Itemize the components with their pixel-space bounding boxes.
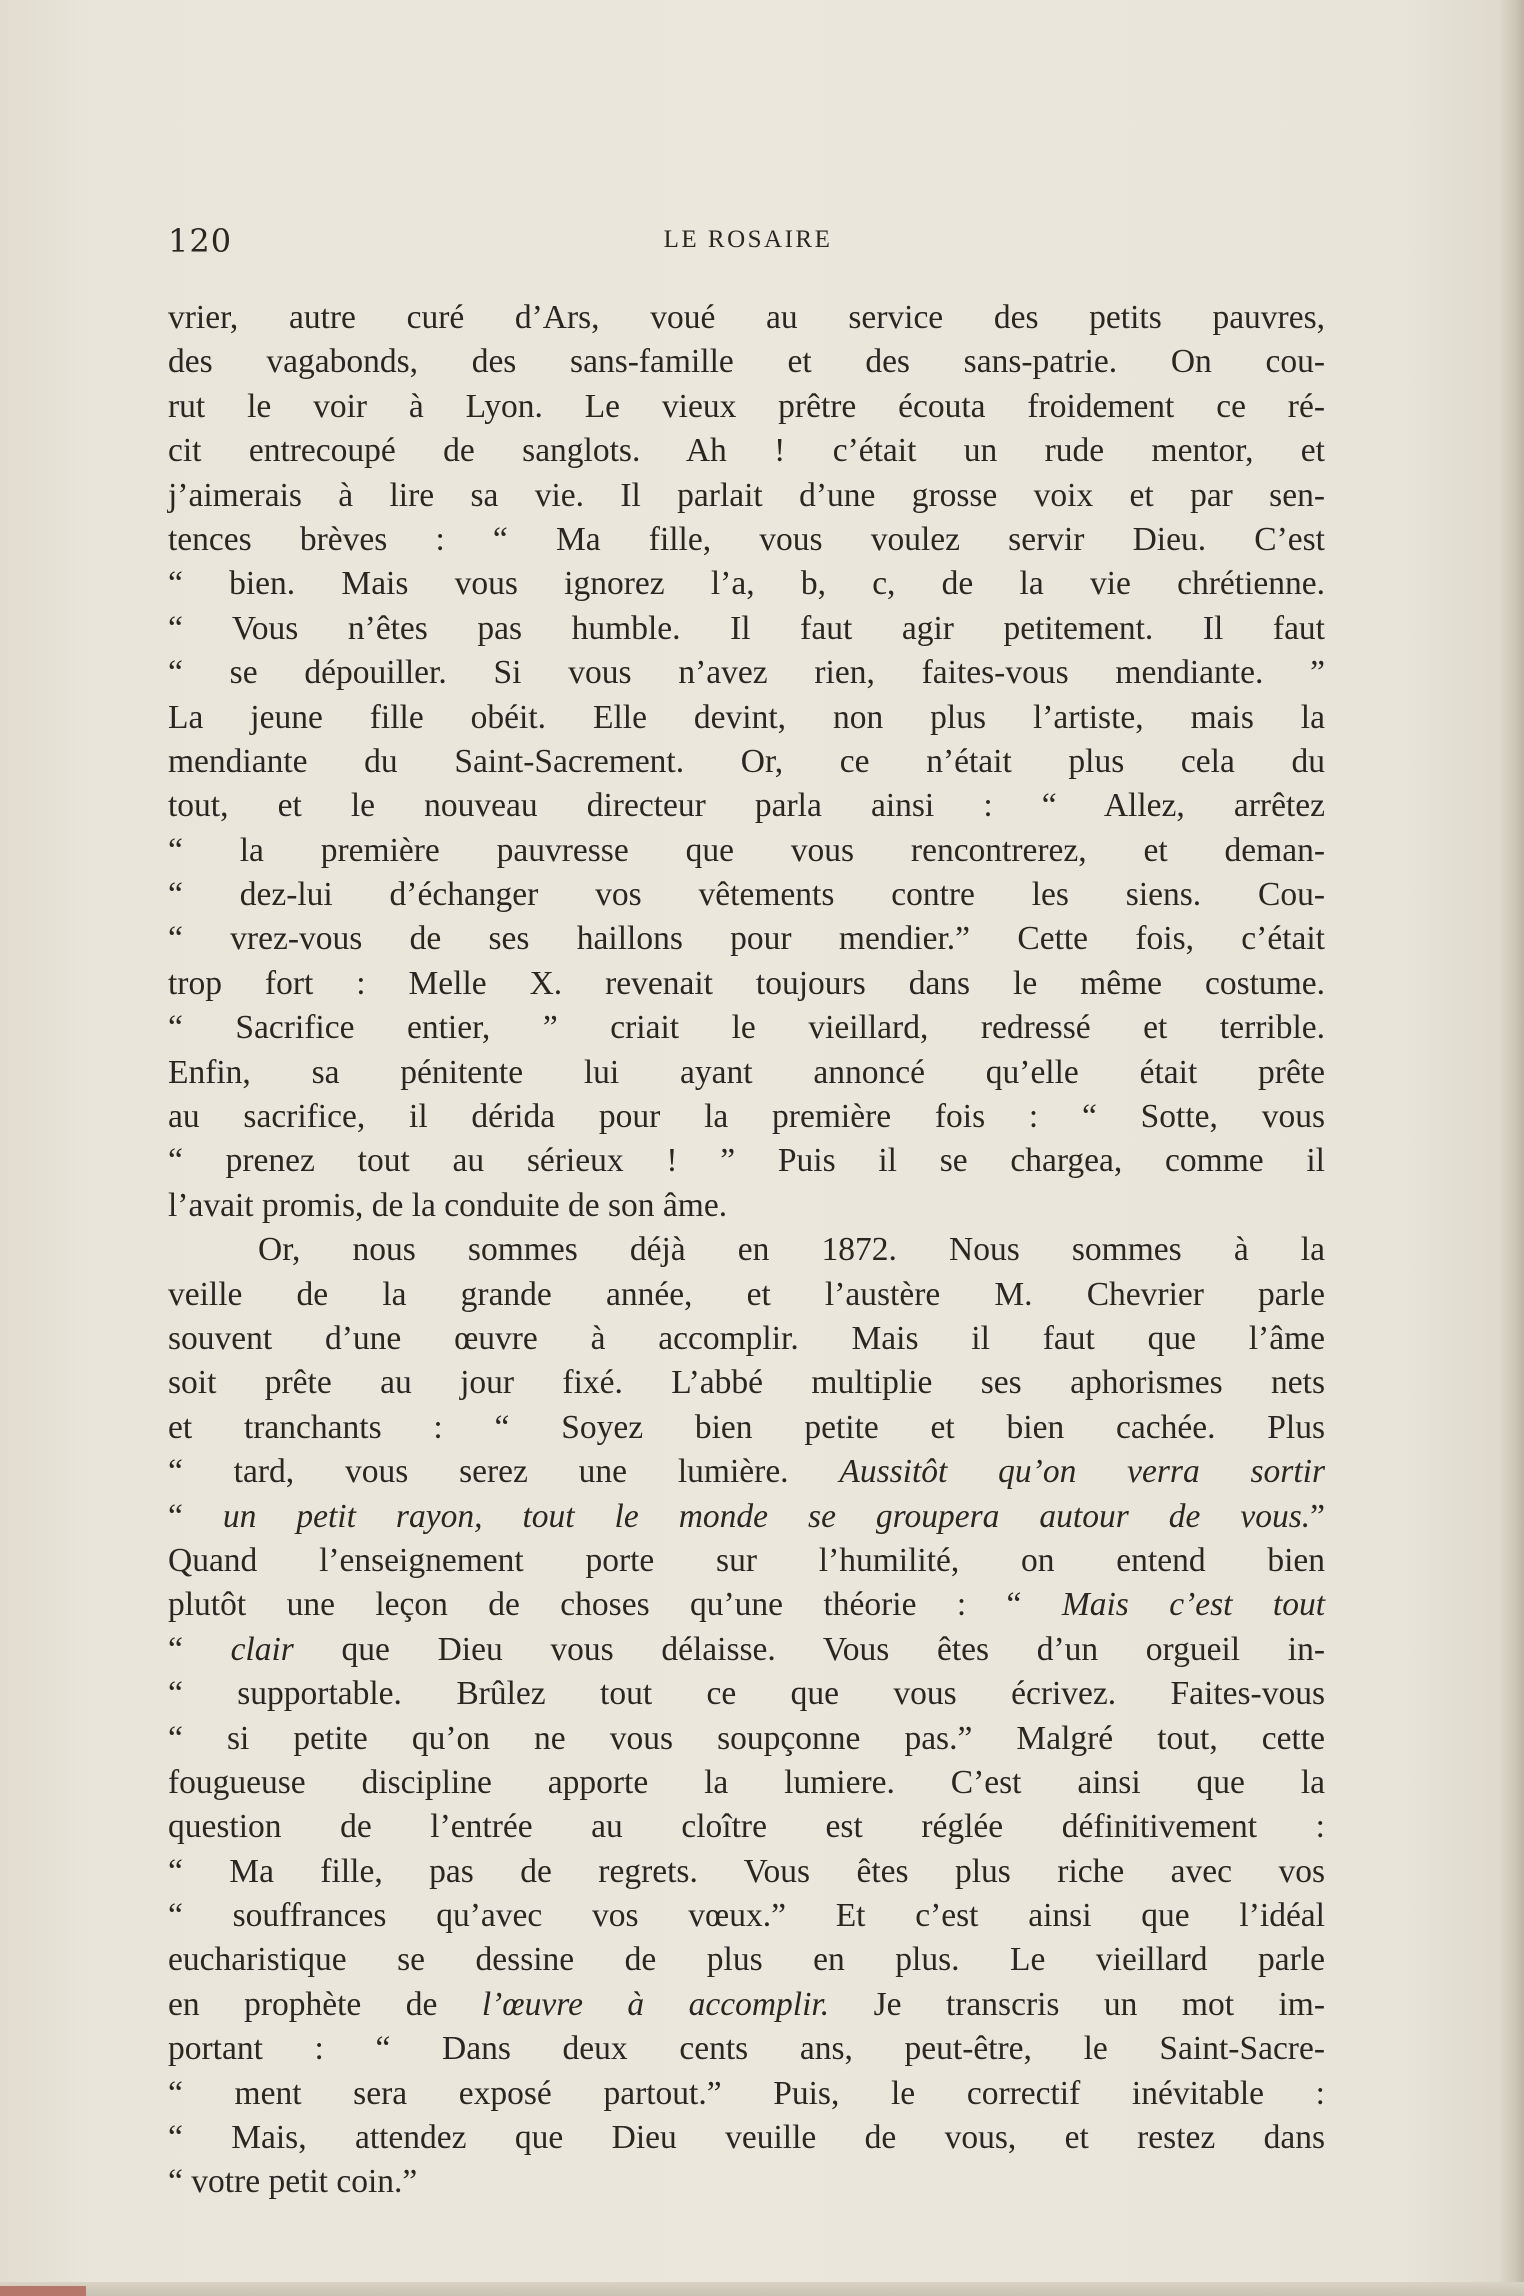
- text-line: [168, 1139, 1325, 1183]
- text-segment: Je transcris un mot im-: [829, 1985, 1325, 2023]
- page-edge-shadow: [1498, 0, 1524, 2296]
- text-line: [168, 1228, 1325, 1272]
- italic-text: Aussitôt qu’on verra sortir: [839, 1453, 1325, 1491]
- text-line: [168, 1761, 1325, 1805]
- text-segment: portant : “ Dans deux cents ans, peut-être, le Saint-Sacre-: [168, 2030, 1325, 2068]
- text-segment: “ Sacrifice entier, ” criait le vieillard, redressé et terrible.: [168, 1009, 1325, 1047]
- text-segment: tences brèves : “ Ma fille, vous voulez servir Dieu. C’est: [168, 520, 1325, 558]
- text-segment: et tranchants : “ Soyez bien petite et bien cachée. Plus: [168, 1408, 1325, 1446]
- text-line: [168, 1628, 1325, 1672]
- text-line: [168, 1095, 1325, 1139]
- text-line: [168, 651, 1325, 695]
- text-line: [168, 340, 1325, 384]
- text-line: [168, 429, 1325, 473]
- text-line: [168, 1495, 1325, 1539]
- text-line: [168, 2072, 1325, 2116]
- text-segment: “ vrez-vous de ses haillons pour mendier.” Cette fois, c’était: [168, 920, 1325, 958]
- text-line: [168, 1983, 1325, 2027]
- text-segment: cit entrecoupé de sanglots. Ah ! c’était un rude mentor, et: [168, 432, 1325, 470]
- text-segment: “ dez-lui d’échanger vos vêtements contre les siens. Cou-: [168, 876, 1325, 914]
- text-line: [168, 518, 1325, 562]
- running-head: LE ROSAIRE: [663, 226, 833, 253]
- text-line: [168, 696, 1325, 740]
- text-segment: souvent d’une œuvre à accomplir. Mais il faut que l’âme: [168, 1319, 1325, 1357]
- text-line: [168, 2160, 1325, 2204]
- text-segment: que Dieu vous délaisse. Vous êtes d’un orgueil in-: [293, 1630, 1325, 1668]
- text-segment: en prophète de: [168, 1985, 482, 2023]
- text-segment: “ supportable. Brûlez tout ce que vous écrivez. Faites-vous: [168, 1675, 1325, 1713]
- binding-corner: [0, 2286, 86, 2296]
- text-segment: “ prenez tout au sérieux ! ” Puis il se chargea, comme il: [168, 1142, 1325, 1180]
- text-segment: “: [168, 1497, 223, 1535]
- text-line: [168, 829, 1325, 873]
- text-line: [168, 1583, 1325, 1627]
- text-line: [168, 1273, 1325, 1317]
- text-line: [168, 1051, 1325, 1095]
- text-segment: l’avait promis, de la conduite de son âme.: [168, 1186, 728, 1224]
- page-number: 120: [168, 222, 233, 260]
- text-line: [168, 1805, 1325, 1849]
- text-line: [168, 385, 1325, 429]
- text-line: [168, 1450, 1325, 1494]
- text-line: [168, 1539, 1325, 1583]
- text-line: [168, 2027, 1325, 2071]
- text-line: [168, 1850, 1325, 1894]
- text-segment: des vagabonds, des sans-famille et des sans-patrie. On cou-: [168, 343, 1325, 381]
- text-line: [168, 1717, 1325, 1761]
- text-segment: question de l’entrée au cloître est réglée définitivement :: [168, 1808, 1325, 1846]
- text-segment: trop fort : Melle X. revenait toujours dans le même costume.: [168, 964, 1325, 1002]
- text-line: [168, 296, 1325, 340]
- italic-text: un petit rayon, tout le monde se groupera autour de vous.: [222, 1497, 1311, 1535]
- text-segment: “ se dépouiller. Si vous n’avez rien, faites-vous mendiante. ”: [168, 654, 1325, 692]
- text-line: [168, 1184, 1325, 1228]
- text-segment: “ souffrances qu’avec vos vœux.” Et c’est ainsi que l’idéal: [168, 1897, 1325, 1935]
- text-segment: fougueuse discipline apporte la lumiere. C’est ainsi que la: [168, 1763, 1325, 1801]
- text-segment: Enfin, sa pénitente lui ayant annoncé qu’elle était prête: [168, 1053, 1325, 1091]
- text-segment: plutôt une leçon de choses qu’une théorie : “: [168, 1586, 1062, 1624]
- text-segment: rut le voir à Lyon. Le vieux prêtre écouta froidement ce ré-: [168, 387, 1325, 425]
- text-segment: “ tard, vous serez une lumière.: [168, 1453, 840, 1491]
- text-line: [168, 1361, 1325, 1405]
- italic-text: clair: [230, 1630, 294, 1668]
- text-line: [168, 784, 1325, 828]
- text-segment: “ si petite qu’on ne vous soupçonne pas.” Malgré tout, cette: [168, 1719, 1325, 1757]
- text-segment: “ ment sera exposé partout.” Puis, le correctif inévitable :: [168, 2074, 1325, 2112]
- text-segment: “: [168, 1630, 231, 1668]
- text-segment: veille de la grande année, et l’austère M. Chevrier parle: [168, 1275, 1325, 1313]
- text-segment: “ la première pauvresse que vous rencontrerez, et deman-: [168, 831, 1325, 869]
- text-segment: tout, et le nouveau directeur parla ainsi : “ Allez, arrêtez: [168, 787, 1325, 825]
- text-segment: “ bien. Mais vous ignorez l’a, b, c, de la vie chrétienne.: [168, 565, 1325, 603]
- text-line: [168, 607, 1325, 651]
- text-segment: Quand l’enseignement porte sur l’humilité, on entend bien: [168, 1541, 1325, 1579]
- text-segment: soit prête au jour fixé. L’abbé multiplie ses aphorismes nets: [168, 1364, 1325, 1402]
- text-segment: mendiante du Saint-Sacrement. Or, ce n’était plus cela du: [168, 742, 1325, 780]
- text-line: [168, 873, 1325, 917]
- body-text: [168, 296, 1325, 2205]
- text-segment: Or, nous sommes déjà en 1872. Nous sommes à la: [258, 1231, 1325, 1269]
- text-segment: vrier, autre curé d’Ars, voué au service des petits pauvres,: [168, 299, 1325, 336]
- text-segment: “ Ma fille, pas de regrets. Vous êtes plus riche avec vos: [168, 1852, 1325, 1890]
- text-line: [168, 562, 1325, 606]
- italic-text: l’œuvre à accomplir.: [481, 1985, 830, 2023]
- text-line: [168, 1938, 1325, 1982]
- text-segment: “ votre petit coin.”: [168, 2163, 418, 2201]
- text-segment: ”: [1310, 1497, 1325, 1535]
- text-line: [168, 474, 1325, 518]
- text-segment: eucharistique se dessine de plus en plus. Le vieillard parle: [168, 1941, 1325, 1979]
- text-segment: au sacrifice, il dérida pour la première fois : “ Sotte, vous: [168, 1098, 1325, 1136]
- text-segment: j’aimerais à lire sa vie. Il parlait d’une grosse voix et par sen-: [168, 476, 1325, 514]
- text-segment: “ Vous n’êtes pas humble. Il faut agir petitement. Il faut: [168, 609, 1325, 647]
- text-line: [168, 962, 1325, 1006]
- text-line: [168, 1406, 1325, 1450]
- text-line: [168, 740, 1325, 784]
- text-segment: La jeune fille obéit. Elle devint, non plus l’artiste, mais la: [168, 698, 1325, 736]
- text-line: [168, 1894, 1325, 1938]
- text-line: [168, 2116, 1325, 2160]
- page-header: [168, 222, 1328, 266]
- text-line: [168, 917, 1325, 961]
- text-line: [168, 1672, 1325, 1716]
- text-segment: “ Mais, attendez que Dieu veuille de vous, et restez dans: [168, 2119, 1325, 2157]
- text-line: [168, 1006, 1325, 1050]
- page-bottom-edge: [0, 2282, 1524, 2296]
- italic-text: Mais c’est tout: [1061, 1586, 1325, 1624]
- text-line: [168, 1317, 1325, 1361]
